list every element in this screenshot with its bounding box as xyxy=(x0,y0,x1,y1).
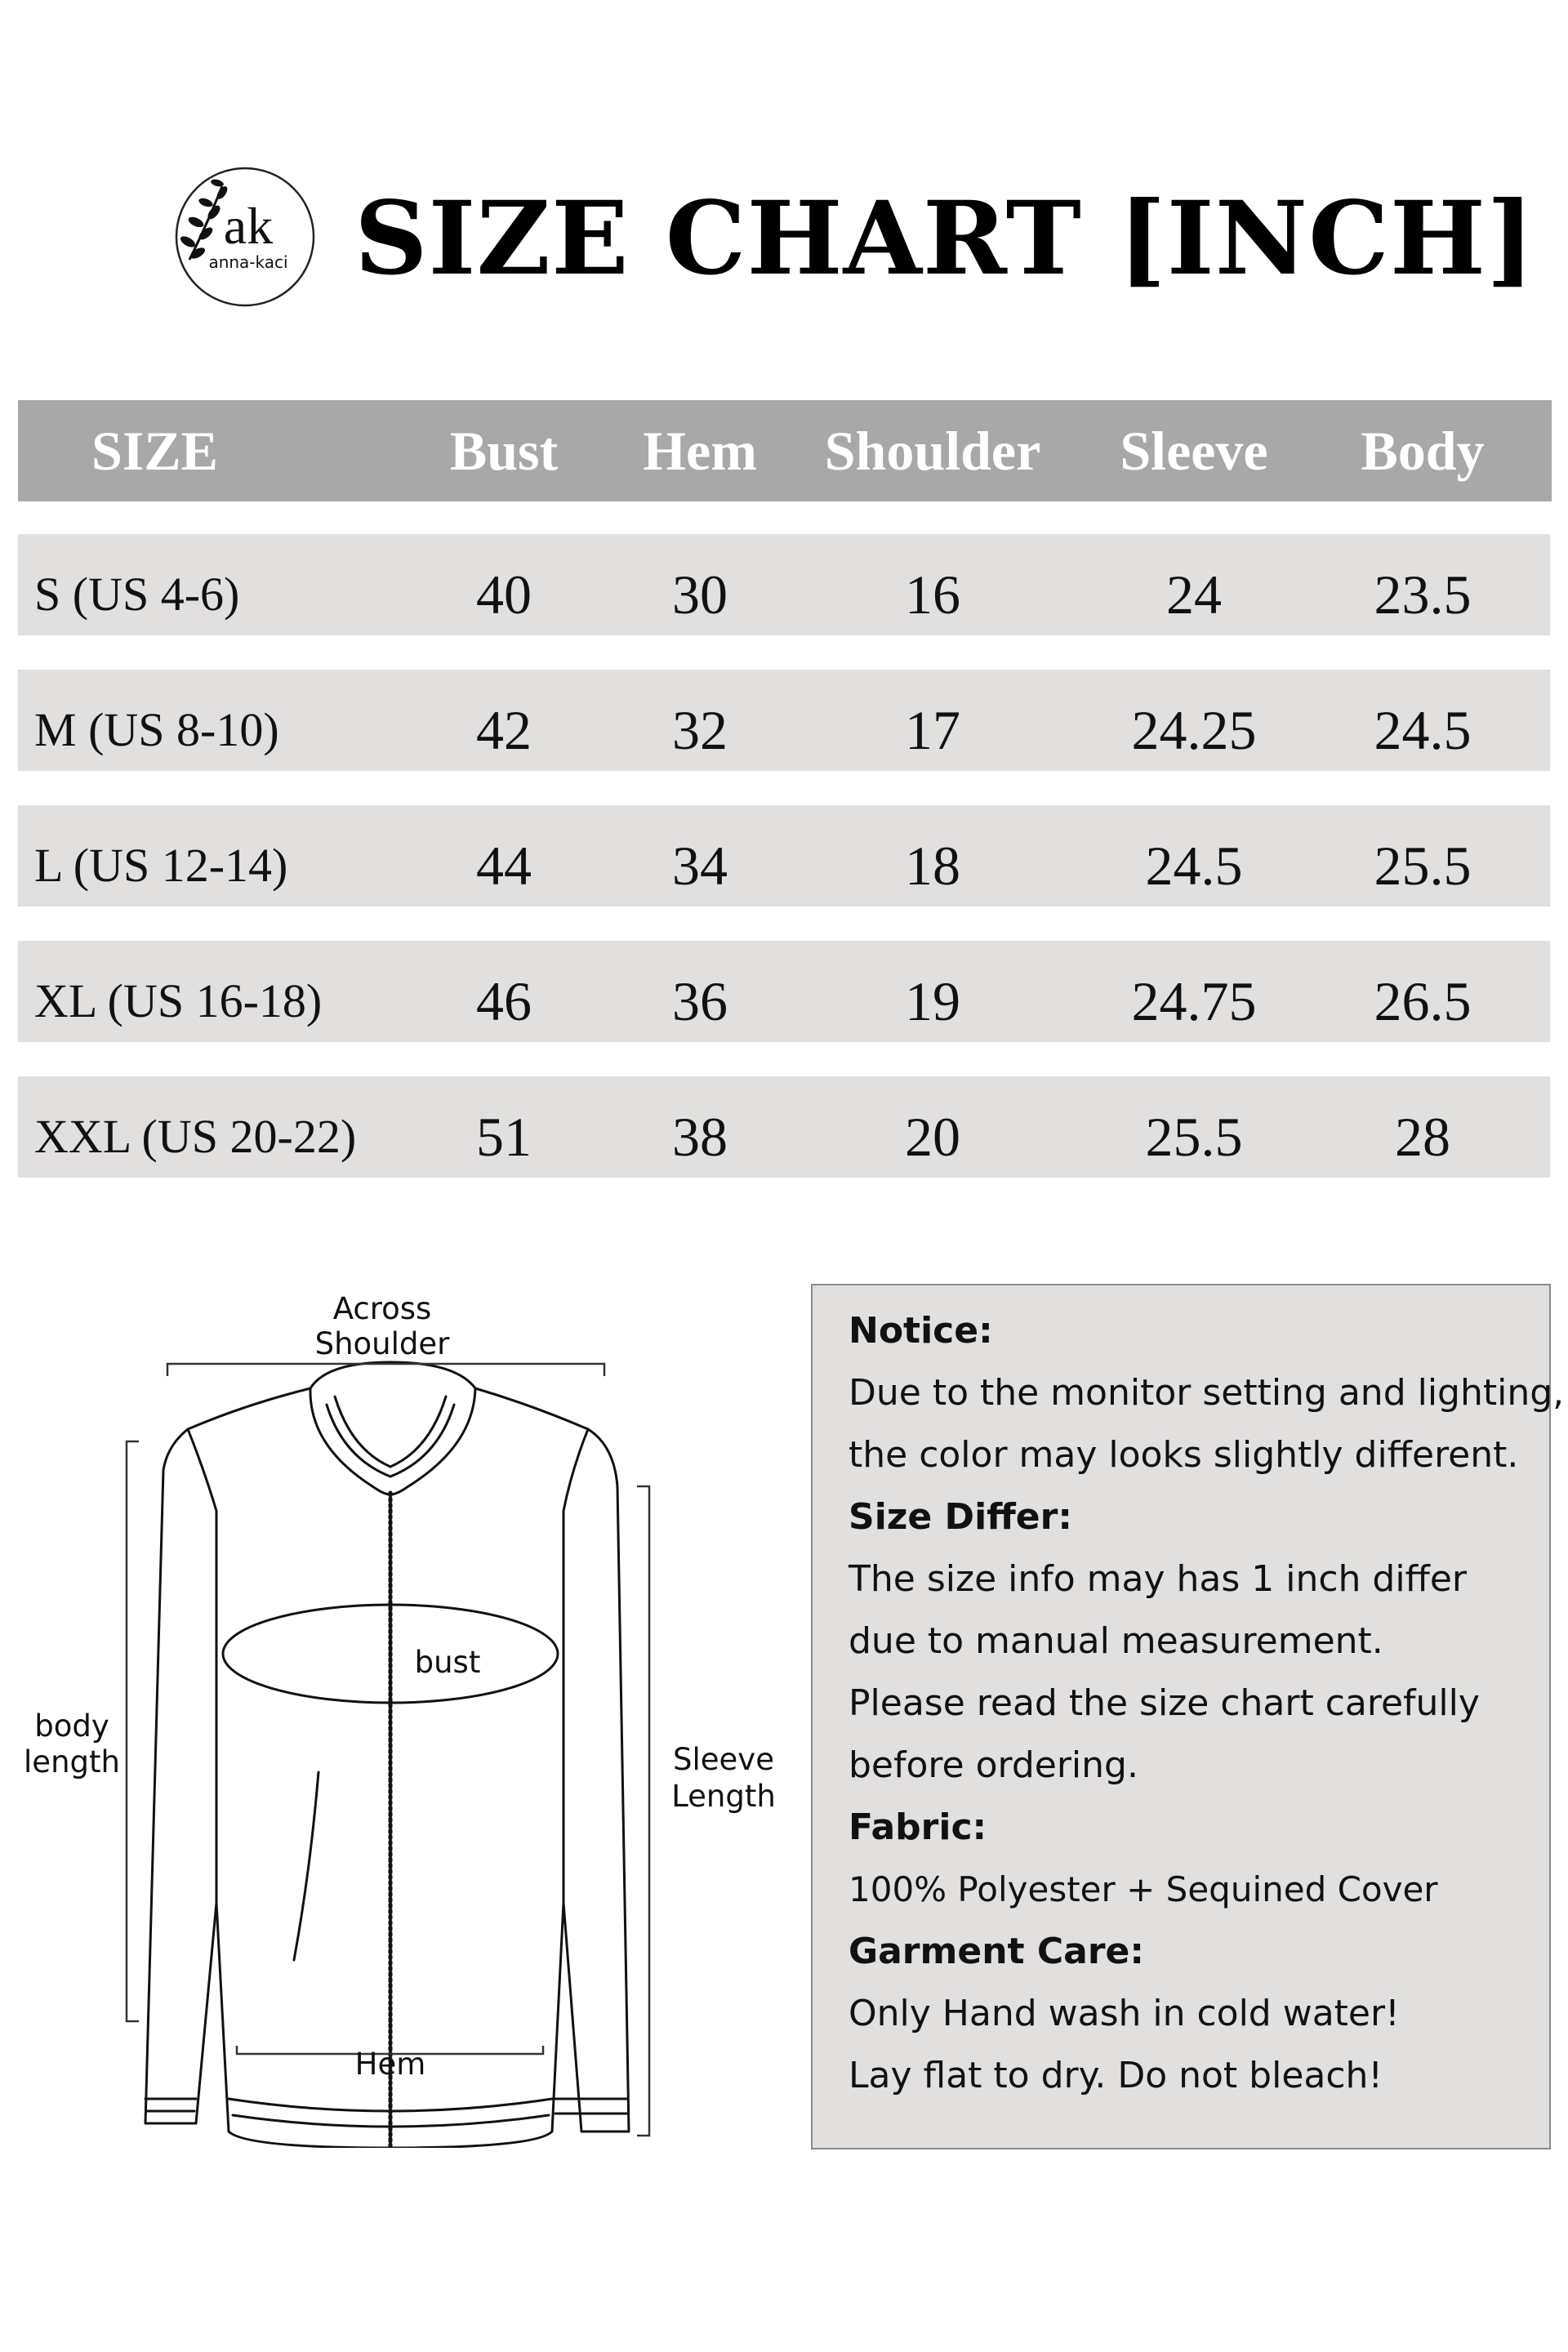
body-cell: 26.5 xyxy=(1374,970,1472,1032)
bust-cell: 51 xyxy=(476,1106,532,1168)
shoulder-cell: 18 xyxy=(905,835,960,897)
hem-cell: 32 xyxy=(672,699,728,761)
brand-initials: ak xyxy=(223,197,274,255)
jacket-diagram xyxy=(0,1282,800,2148)
size-differ-text: due to manual measurement. xyxy=(849,1620,1383,1662)
size-cell: L (US 12-14) xyxy=(34,839,288,892)
hem-cell: 30 xyxy=(672,564,728,626)
bust-cell: 42 xyxy=(476,699,532,761)
shoulder-cell: 19 xyxy=(905,970,960,1032)
across-label: Across xyxy=(332,1291,432,1326)
size-cell: M (US 8-10) xyxy=(34,703,279,756)
shoulder-cell: 20 xyxy=(905,1106,960,1168)
size-differ-text: The size info may has 1 inch differ xyxy=(849,1558,1468,1600)
size-differ-text: Please read the size chart carefully xyxy=(849,1682,1480,1724)
sleeve-cell: 24.25 xyxy=(1131,699,1257,761)
shoulder-cell: 17 xyxy=(905,699,960,761)
table-header xyxy=(18,400,1552,501)
hem-cell: 38 xyxy=(672,1106,728,1168)
hem-cell: 36 xyxy=(672,970,728,1032)
table-row xyxy=(18,941,1550,1042)
fabric-text: 100% Polyester + Sequined Cover xyxy=(849,1869,1438,1909)
column-header-body: Body xyxy=(1361,420,1485,482)
bust-label: bust xyxy=(414,1645,481,1680)
notice-box xyxy=(811,1284,1565,2149)
garment-care-text: Only Hand wash in cold water! xyxy=(849,1993,1400,2034)
sleeve-cell: 24.75 xyxy=(1131,970,1257,1032)
sleeve-cell: 24.5 xyxy=(1145,835,1243,897)
body-cell: 23.5 xyxy=(1374,564,1472,626)
size-cell: S (US 4-6) xyxy=(34,568,240,621)
column-header-hem: Hem xyxy=(643,420,757,482)
sleeve-cell: 25.5 xyxy=(1145,1106,1243,1168)
column-header-bust: Bust xyxy=(449,420,559,482)
column-header-size: SIZE xyxy=(91,420,218,482)
hem-label: Hem xyxy=(354,2047,426,2082)
fabric-heading: Fabric: xyxy=(849,1806,987,1848)
shoulder-cell: 16 xyxy=(905,564,960,626)
table-row xyxy=(18,534,1550,635)
shoulder-label: Shoulder xyxy=(314,1326,450,1361)
body-cell: 24.5 xyxy=(1374,699,1472,761)
column-header-shoulder: Shoulder xyxy=(824,420,1041,482)
bust-cell: 40 xyxy=(476,564,532,626)
size-cell: XXL (US 20-22) xyxy=(34,1110,357,1163)
table-row xyxy=(18,670,1550,771)
brand-logo xyxy=(157,162,320,309)
sleeve-cell: 24 xyxy=(1166,564,1222,626)
table-row xyxy=(18,1076,1550,1178)
sleeve-label: Sleeve xyxy=(673,1742,774,1777)
leaf-icon xyxy=(179,178,229,261)
table-row xyxy=(18,805,1550,906)
hem-cell: 34 xyxy=(672,835,728,897)
bust-cell: 44 xyxy=(476,835,532,897)
garment-care-text: Lay flat to dry. Do not bleach! xyxy=(849,2055,1383,2096)
brand-name: anna-kaci xyxy=(208,252,288,272)
body-outline xyxy=(145,1388,629,2148)
notice-text: the color may looks slightly different. xyxy=(849,1434,1519,1476)
body-length-label: length xyxy=(24,1744,120,1780)
notice-heading: Notice: xyxy=(849,1310,993,1352)
body-label: body xyxy=(34,1708,109,1744)
size-differ-text: before ordering. xyxy=(849,1744,1138,1786)
body-cell: 25.5 xyxy=(1374,835,1472,897)
page-title: SIZE CHART [INCH] xyxy=(354,180,1535,298)
garment-care-heading: Garment Care: xyxy=(849,1931,1144,1972)
size-differ-heading: Size Differ: xyxy=(849,1496,1072,1538)
sleeve-length-label: Length xyxy=(671,1779,776,1814)
size-cell: XL (US 16-18) xyxy=(34,974,323,1027)
column-header-sleeve: Sleeve xyxy=(1120,420,1268,482)
body-cell: 28 xyxy=(1395,1106,1450,1168)
bust-cell: 46 xyxy=(476,970,532,1032)
notice-text: Due to the monitor setting and lighting, xyxy=(849,1372,1565,1414)
